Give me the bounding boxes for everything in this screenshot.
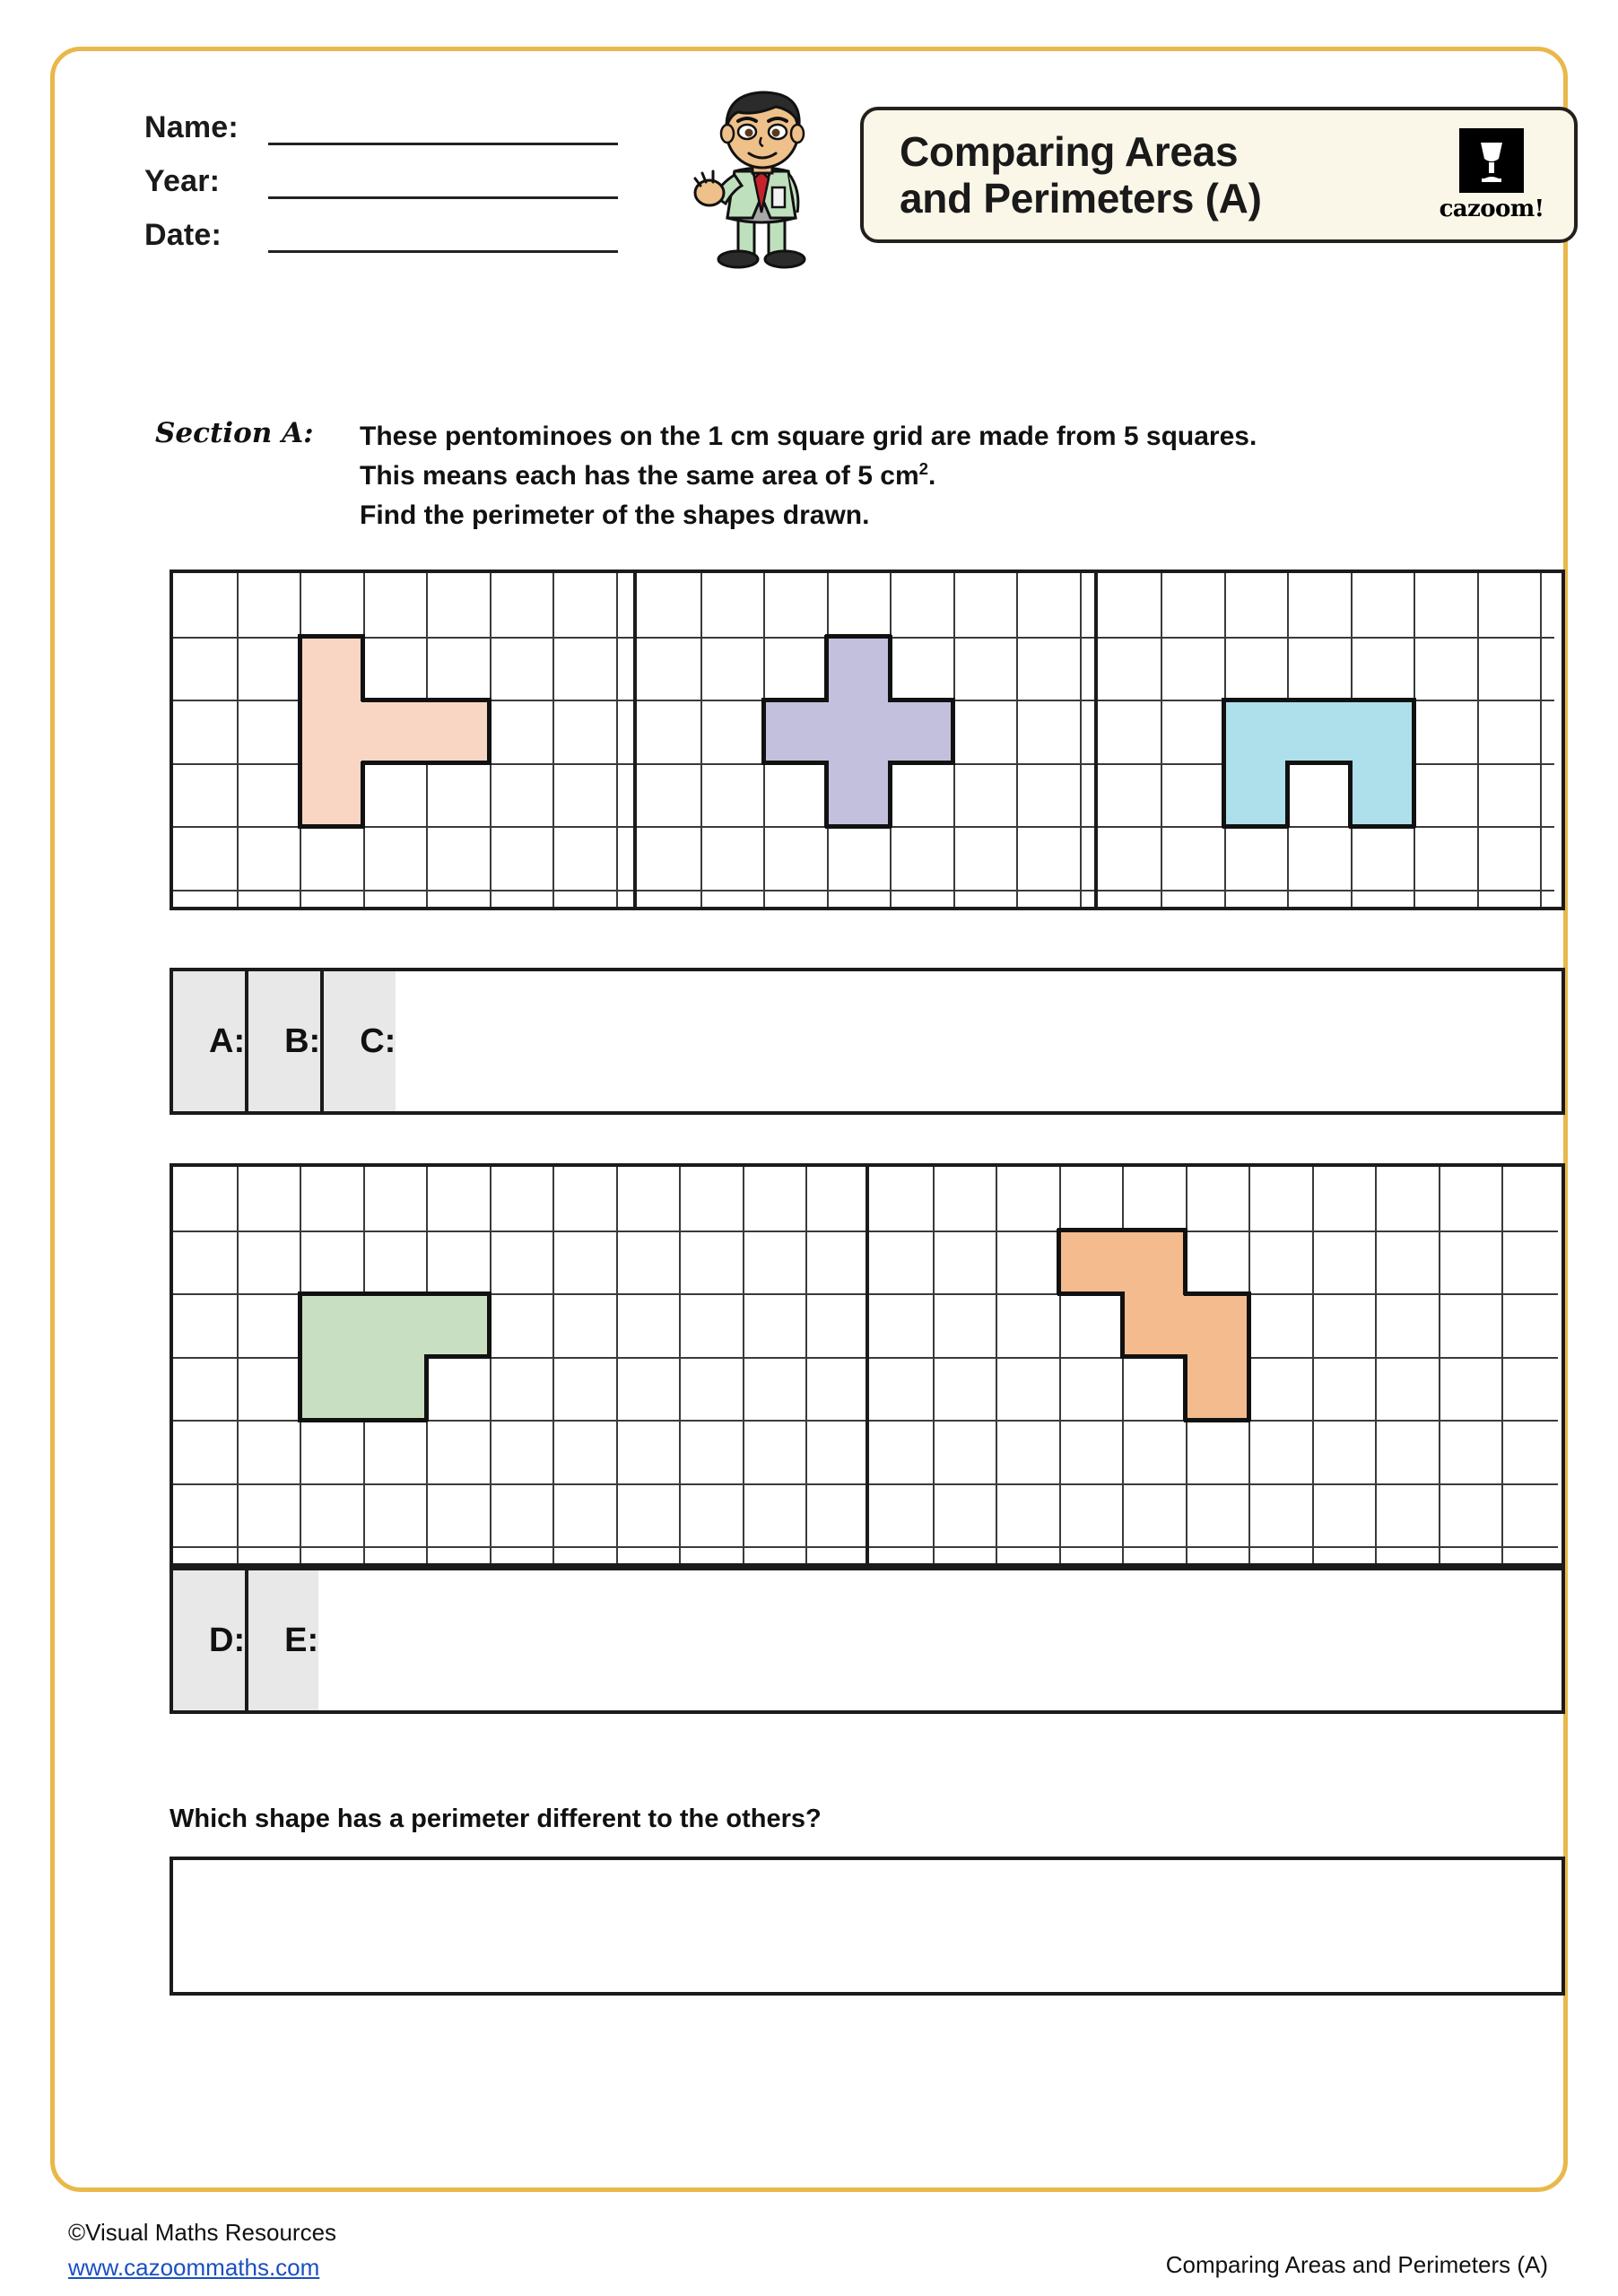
pentomino-cell xyxy=(1122,1293,1186,1357)
pentomino-cell xyxy=(1186,1357,1249,1421)
pentomino-shape-e xyxy=(869,1167,1558,1563)
section-label: Section A: xyxy=(155,417,314,449)
pentomino-outline-edge xyxy=(298,634,365,639)
pentomino-outline-edge xyxy=(1120,1354,1187,1359)
pentomino-outline-edge xyxy=(298,1292,302,1359)
pentomino-outline-edge xyxy=(361,635,365,702)
pentomino-outline-edge xyxy=(298,1355,302,1422)
pentomino-cell xyxy=(363,700,427,763)
pentomino-outline-edge xyxy=(487,1292,491,1359)
page-title-line1: Comparing Areas xyxy=(900,127,1239,175)
pentomino-panel-b xyxy=(633,573,1093,907)
answer-label-row-1 xyxy=(170,968,1565,1115)
section-a-prompt xyxy=(155,417,1501,535)
pentomino-cell xyxy=(763,700,827,763)
pentomino-cell xyxy=(300,1293,363,1357)
pentomino-outline-edge xyxy=(424,698,491,702)
pentomino-cell xyxy=(1186,1293,1249,1357)
pentomino-outline-edge xyxy=(361,698,429,702)
pentomino-outline-edge xyxy=(424,1292,491,1296)
pentomino-cell xyxy=(890,700,953,763)
answer-cell-c[interactable]: C: xyxy=(320,971,396,1111)
pentomino-outline-edge xyxy=(298,824,365,829)
worksheet-page-frame xyxy=(50,47,1568,2192)
instruction-line-2 xyxy=(360,457,1501,496)
year-field-label: Year: xyxy=(144,164,221,198)
pentomino-outline-edge xyxy=(825,824,892,829)
pentomino-cell xyxy=(1059,1231,1123,1294)
section-instructions xyxy=(360,417,1501,535)
page-title xyxy=(900,128,1262,222)
answer-cell-b[interactable]: B: xyxy=(245,971,320,1111)
pentomino-shape-c xyxy=(1098,573,1554,907)
pentomino-outline-edge xyxy=(1222,698,1226,765)
pentomino-cell xyxy=(827,637,891,700)
pentomino-outline-edge xyxy=(888,698,955,702)
pentomino-grid-row-1 xyxy=(170,570,1565,910)
pentomino-outline-edge xyxy=(298,761,302,829)
pentomino-outline-edge xyxy=(888,761,892,829)
pentomino-outline-edge xyxy=(1184,1292,1251,1296)
name-input-line[interactable] xyxy=(268,118,618,145)
pentomino-grid-row-2 xyxy=(170,1163,1565,1567)
pentomino-outline-edge xyxy=(1412,698,1416,765)
pentomino-cell xyxy=(363,1357,427,1421)
pentomino-outline-edge xyxy=(1120,1292,1125,1359)
pentomino-panel-c xyxy=(1094,573,1554,907)
pentomino-cell xyxy=(1122,1231,1186,1294)
pentomino-outline-edge xyxy=(1222,761,1226,829)
goblet-icon xyxy=(1459,128,1524,193)
pentomino-outline-edge xyxy=(761,698,766,765)
pentomino-outline-edge xyxy=(487,698,491,765)
footer-website-link[interactable]: www.cazoommaths.com xyxy=(68,2254,320,2281)
pentomino-panel-e xyxy=(866,1167,1558,1563)
pentomino-cell xyxy=(300,700,363,763)
instruction-line-2-sup: 2 xyxy=(918,459,928,479)
date-field-label: Date: xyxy=(144,218,222,252)
pentomino-outline-edge xyxy=(361,1418,429,1422)
pentomino-cell xyxy=(300,763,363,827)
pentomino-outline-edge xyxy=(1349,824,1416,829)
pentomino-outline-edge xyxy=(1222,824,1290,829)
answer-cell-d[interactable]: D: xyxy=(173,1570,245,1710)
worksheet-header xyxy=(55,51,1563,302)
pentomino-cell xyxy=(1287,700,1351,763)
name-field-row xyxy=(144,110,618,145)
pentomino-outline-edge xyxy=(424,1355,429,1422)
date-field-row xyxy=(144,218,618,253)
pentomino-cell xyxy=(1224,763,1288,827)
cazoom-wordmark: cazoom! xyxy=(1439,195,1544,222)
pentomino-panel-a xyxy=(173,573,633,907)
footer-left-block xyxy=(68,2215,336,2285)
final-question-text: Which shape has a perimeter different to the others? xyxy=(170,1805,822,1833)
pentomino-outline-edge xyxy=(361,761,429,765)
pentomino-outline-edge xyxy=(824,761,829,829)
student-mascot-illustration xyxy=(683,78,844,284)
pentomino-outline-edge xyxy=(1057,1228,1125,1232)
page-footer xyxy=(0,2215,1618,2296)
date-input-line[interactable] xyxy=(268,226,618,253)
pentomino-outline-edge xyxy=(424,1354,491,1359)
pentomino-cell xyxy=(827,700,891,763)
footer-worksheet-name: Comparing Areas and Perimeters (A) xyxy=(1165,2251,1548,2278)
pentomino-outline-edge xyxy=(951,698,955,765)
instruction-line-2-pre: This means each has the same area of 5 cm xyxy=(360,461,919,491)
pentomino-outline-edge xyxy=(1184,1418,1251,1422)
pentomino-outline-edge xyxy=(1247,1292,1251,1359)
worksheet-title-panel xyxy=(860,107,1578,243)
pentomino-cell xyxy=(426,1293,490,1357)
pentomino-outline-edge xyxy=(1349,698,1416,702)
answer-cell-a[interactable]: A: xyxy=(173,971,245,1111)
pentomino-outline-edge xyxy=(1348,761,1353,829)
pentomino-cell xyxy=(1351,763,1414,827)
pentomino-outline-edge xyxy=(888,761,955,765)
pentomino-outline-edge xyxy=(761,698,829,702)
instruction-line-3: Find the perimeter of the shapes drawn. xyxy=(360,500,870,531)
pentomino-outline-edge xyxy=(1120,1228,1187,1232)
year-input-line[interactable] xyxy=(268,172,618,199)
pentomino-outline-edge xyxy=(1057,1229,1061,1296)
pentomino-panel-d xyxy=(173,1167,866,1563)
pentomino-outline-edge xyxy=(298,635,302,702)
pentomino-outline-edge xyxy=(825,634,892,639)
pentomino-outline-edge xyxy=(1183,1229,1187,1296)
pentomino-outline-edge xyxy=(298,1292,365,1296)
pentomino-outline-edge xyxy=(1057,1292,1125,1296)
page-title-line2: and Perimeters (A) xyxy=(900,175,1262,222)
pentomino-outline-edge xyxy=(1247,1355,1251,1422)
pentomino-outline-edge xyxy=(824,635,829,702)
pentomino-cell xyxy=(1351,700,1414,763)
pentomino-outline-edge xyxy=(424,761,491,765)
final-answer-box[interactable] xyxy=(170,1857,1565,1996)
answer-label-row-2 xyxy=(170,1567,1565,1714)
pentomino-outline-edge xyxy=(888,635,892,702)
pentomino-cell xyxy=(300,637,363,700)
pentomino-outline-edge xyxy=(1285,761,1353,765)
pentomino-outline-edge xyxy=(1285,698,1353,702)
pentomino-cell xyxy=(426,700,490,763)
pentomino-outline-edge xyxy=(1183,1355,1187,1422)
pentomino-shape-d xyxy=(173,1167,866,1563)
pentomino-cell xyxy=(1224,700,1288,763)
cazoom-logo xyxy=(1432,128,1551,222)
footer-copyright: ©Visual Maths Resources xyxy=(68,2219,337,2246)
pentomino-cell xyxy=(300,1357,363,1421)
pentomino-shape-a xyxy=(173,573,633,907)
pentomino-outline-edge xyxy=(298,698,302,765)
pentomino-cell xyxy=(827,763,891,827)
instruction-line-1: These pentominoes on the 1 cm square grid are made from 5 squares. xyxy=(360,422,1257,451)
pentomino-outline-edge xyxy=(761,761,829,765)
year-field-row xyxy=(144,164,618,199)
pentomino-outline-edge xyxy=(361,761,365,829)
name-field-label: Name: xyxy=(144,110,239,144)
instruction-line-2-post: . xyxy=(927,461,936,491)
pentomino-outline-edge xyxy=(1222,698,1290,702)
answer-cell-e[interactable]: E: xyxy=(245,1570,318,1710)
pentomino-outline-edge xyxy=(1285,761,1290,829)
pentomino-outline-edge xyxy=(1412,761,1416,829)
pentomino-shape-b xyxy=(637,573,1093,907)
pentomino-cell xyxy=(363,1293,427,1357)
pentomino-outline-edge xyxy=(298,1418,365,1422)
pentomino-outline-edge xyxy=(361,1292,429,1296)
